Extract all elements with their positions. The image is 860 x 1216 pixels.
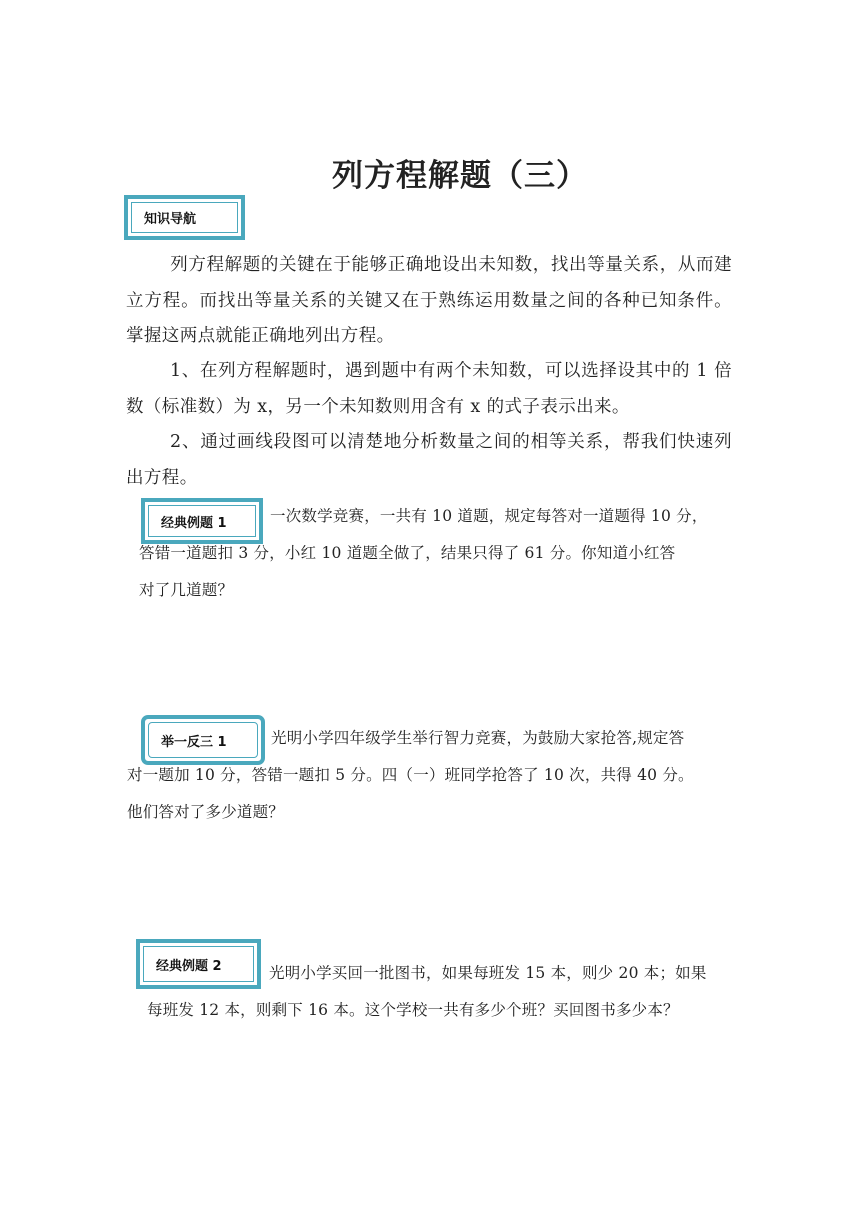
section-label-text: 知识导航	[131, 202, 238, 233]
nav-paragraph-2: 1、在列方程解题时，遇到题中有两个未知数，可以选择设其中的 1 倍数（标准数）为 x，另一个未知数则用含有 x 的式子表示出来。	[126, 361, 732, 417]
example-1-line-1: 一次数学竞赛，一共有 10 道题，规定每答对一道题得 10 分，	[270, 507, 708, 525]
section-label-text: 经典例题 2	[143, 946, 254, 982]
practice-1-line-2: 对一题加 10 分，答错一题扣 5 分。四（一）班同学抢答了 10 次，共得 40 分。	[127, 766, 694, 784]
example-2-line-2: 每班发 12 本，则剩下 16 本。这个学校一共有多少个班？买回图书多少本？	[147, 1001, 679, 1019]
practice-1-line-3: 他们答对了多少道题？	[127, 803, 285, 821]
section-label-text: 举一反三 1	[148, 722, 258, 758]
section-label-knowledge-nav	[124, 195, 245, 240]
section-label-example-2	[136, 939, 261, 989]
example-2-line-1: 光明小学买回一批图书，如果每班发 15 本，则少 20 本；如果	[269, 964, 707, 982]
example-1-line-3: 对了几道题？	[139, 581, 234, 599]
practice-1-line-1: 光明小学四年级学生举行智力竞赛，为鼓励大家抢答,规定答	[271, 729, 685, 747]
nav-paragraph-1: 列方程解题的关键在于能够正确地设出未知数，找出等量关系，从而建立方程。而找出等量关系的关键又在于熟练运用数量之间的各种已知条件。掌握这两点就能正确地列出方程。	[126, 255, 732, 346]
example-1-line-2: 答错一道题扣 3 分，小红 10 道题全做了，结果只得了 61 分。你知道小红答	[139, 544, 676, 562]
section-label-text: 经典例题 1	[148, 505, 256, 537]
page-title: 列方程解题（三）	[332, 158, 588, 194]
nav-paragraph-3: 2、通过画线段图可以清楚地分析数量之间的相等关系，帮我们快速列出方程。	[126, 432, 732, 488]
